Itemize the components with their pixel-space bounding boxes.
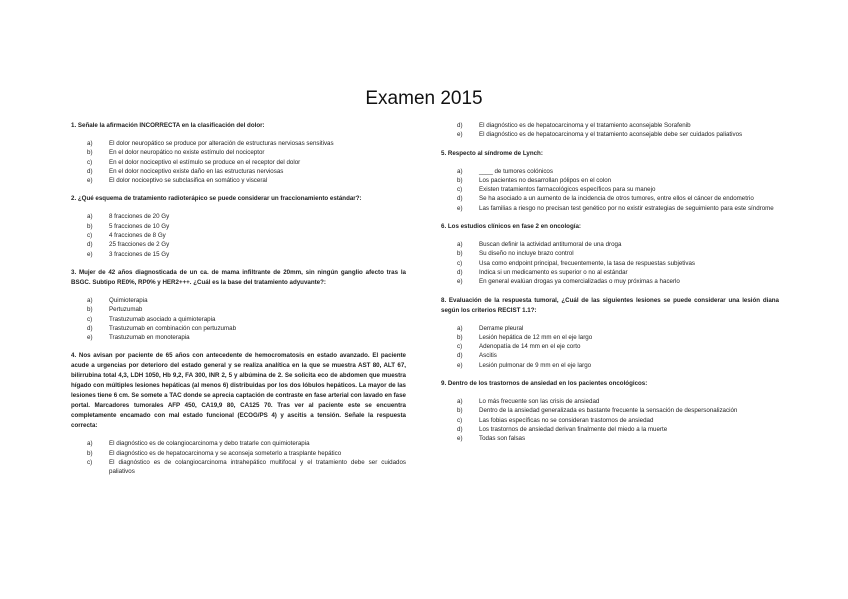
list-item: a) Lo más frecuente son las crisis de ansiedad bbox=[457, 398, 600, 406]
list-item: d) Trastuzumab en combinación con pertuzumab bbox=[87, 324, 237, 332]
question-8: 8. Evaluación de la respuesta tumoral, ¿Cuál de las siguientes lesiones se puede considerar una lesión diana según los criterios RECIST 1.1?: bbox=[441, 296, 779, 314]
list-item: a) El diagnóstico es de colangiocarcinoma y debo tratarle con quimioterapia bbox=[87, 440, 310, 448]
question-2: 2. ¿Qué esquema de tratamiento radioterápico se puede considerar un fraccionamiento estándar?: bbox=[71, 195, 362, 203]
list-item: e) 3 fracciones de 15 Gy bbox=[87, 250, 170, 258]
question-9-options bbox=[441, 397, 779, 443]
question-6: 6. Los estudios clínicos en fase 2 en oncología: bbox=[441, 223, 581, 231]
question-5: 5. Respecto al síndrome de Lynch: bbox=[441, 149, 543, 157]
list-item: d) En el dolor nociceptivo existe daño en las estructuras nerviosas bbox=[87, 167, 284, 175]
question-4-options-continued bbox=[441, 121, 779, 140]
list-item: d) Ascitis bbox=[457, 352, 497, 360]
list-item: c) Usa como endpoint principal, frecuentemente, la tasa de respuestas subjetivas bbox=[457, 259, 695, 267]
list-item: a) El dolor neuropático se produce por alteración de estructuras nerviosas sensitivas bbox=[87, 140, 334, 147]
list-item: c) Trastuzumab asociado a quimioterapia bbox=[87, 315, 216, 323]
list-item: c) 4 fracciones de 8 Gy bbox=[87, 232, 166, 240]
question-4-options bbox=[71, 439, 406, 476]
question-3-options bbox=[71, 296, 406, 342]
question-5-options bbox=[441, 167, 779, 213]
list-item: b) Lesión hepática de 12 mm en el eje largo bbox=[457, 333, 593, 341]
question-3: 3. Mujer de 42 años diagnosticada de un ca. de mama infiltrante de 20mm, sin ningún ganglio afecto tras la BSGC. Subtipo RE0%, RP0% y HER2+++. ¿Cuál es la base del tratamiento adyuvante?: bbox=[71, 268, 406, 286]
list-item: e) Todas son falsas bbox=[457, 435, 526, 443]
question-4: 4. Nos avisan por paciente de 65 años con antecedente de hemocromatosis en estado avanzado. El paciente acude a urgencias por deterioro del estado general y se realiza analítica en la que se muestra AST 80, ALT 67, bilirrubina total 4,3, LDH 1050, Hb 9,2, FA 300, INR 2, 5 y albúmina de 2. Se solicita eco de abdomen que muestra hígado con múltiples lesiones hepáticas (al menos 6) distribuidas por los dos lóbulos hepáticos. La mayor de las lesiones tiene 6 cm. Se somete a TAC donde se aprecia captación de contraste en fase arterial con lavado en fase portal. Marcadores tumorales AFP 450, CA19,9 80, CA125 70. Tras ver al paciente este se encuentra completamente encamado con mal estado funcional (ECOG/PS 4) y ascitis a tensión. Señale la respuesta correcta: bbox=[71, 352, 406, 430]
list-item: b) En el dolor neuropático no existe estímulo del nociceptor bbox=[87, 149, 265, 157]
list-item: c) Existen tratamientos farmacológicos específicos para su manejo bbox=[457, 186, 656, 194]
list-item: b) Dentro de la ansiedad generalizada es bastante frecuente la sensación de despersonalización bbox=[457, 407, 738, 415]
list-item: a) Derrame pleural bbox=[457, 324, 524, 332]
list-item: d) Indica si un medicamento es superior o no al estándar bbox=[457, 268, 628, 276]
right-column bbox=[441, 121, 779, 453]
list-item: b) Los pacientes no desarrollan pólipos en el colon bbox=[457, 176, 612, 184]
list-item: b) Su diseño no incluye brazo control bbox=[457, 250, 574, 258]
list-item: e) Trastuzumab en monoterapia bbox=[87, 334, 190, 342]
list-item: d) Los trastornos de ansiedad derivan finalmente del miedo a la muerte bbox=[457, 425, 668, 433]
list-item: b) El diagnóstico es de hepatocarcinoma y se aconseja someterlo a trasplante hepático bbox=[87, 449, 342, 457]
list-item: e) En general evalúan drogas ya comercializadas o muy próximas a hacerlo bbox=[457, 278, 680, 286]
list-item: c) En el dolor nociceptivo el estímulo se produce en el receptor del dolor bbox=[87, 158, 301, 166]
list-item: a) ____ de tumores colónicos bbox=[457, 167, 553, 175]
list-item: c) Adenopatía de 14 mm en el eje corto bbox=[457, 343, 581, 351]
question-1: 1. Señale la afirmación INCORRECTA en la clasificación del dolor: bbox=[71, 122, 265, 129]
page-title: Examen 2015 bbox=[365, 88, 483, 109]
question-2-options bbox=[71, 212, 406, 258]
list-item: e) El dolor nociceptivo se subclasifica en somático y visceral bbox=[87, 177, 268, 185]
list-item: d) 25 fracciones de 2 Gy bbox=[87, 241, 170, 249]
list-item: d) El diagnóstico es de hepatocarcinoma y el tratamiento aconsejable Sorafenib bbox=[457, 122, 691, 129]
question-8-options bbox=[441, 324, 779, 370]
list-item: c) El diagnóstico es de colangiocarcinoma intrahepático multifocal y el tratamiento debe ser cuidados paliativos bbox=[87, 459, 406, 476]
list-item: b) Pertuzumab bbox=[87, 306, 143, 314]
list-item: b) 5 fracciones de 10 Gy bbox=[87, 222, 170, 230]
list-item: a) 8 fracciones de 20 Gy bbox=[87, 213, 170, 221]
list-item: e) Lesión pulmonar de 9 mm en el eje largo bbox=[457, 361, 592, 369]
question-1-options bbox=[71, 139, 406, 185]
list-item: a) Buscan definir la actividad antitumoral de una droga bbox=[457, 241, 622, 249]
left-column bbox=[71, 121, 406, 486]
list-item: d) Se ha asociado a un aumento de la incidencia de otros tumores, entre ellos el cáncer de endometrio bbox=[457, 195, 754, 203]
question-9: 9. Dentro de los trastornos de ansiedad en los pacientes oncológicos: bbox=[441, 380, 648, 388]
list-item: e) Las familias a riesgo no precisan test genético por no existir estrategias de seguimiento para este síndrome bbox=[457, 204, 774, 212]
question-6-options bbox=[441, 240, 779, 286]
list-item: e) El diagnóstico es de hepatocarcinoma y el tratamiento aconsejable debe ser cuidados paliativos bbox=[457, 131, 743, 139]
list-item: c) Las fobias específicas no se consideran trastornos de ansiedad bbox=[457, 416, 654, 424]
list-item: a) Quimioterapia bbox=[87, 296, 148, 304]
